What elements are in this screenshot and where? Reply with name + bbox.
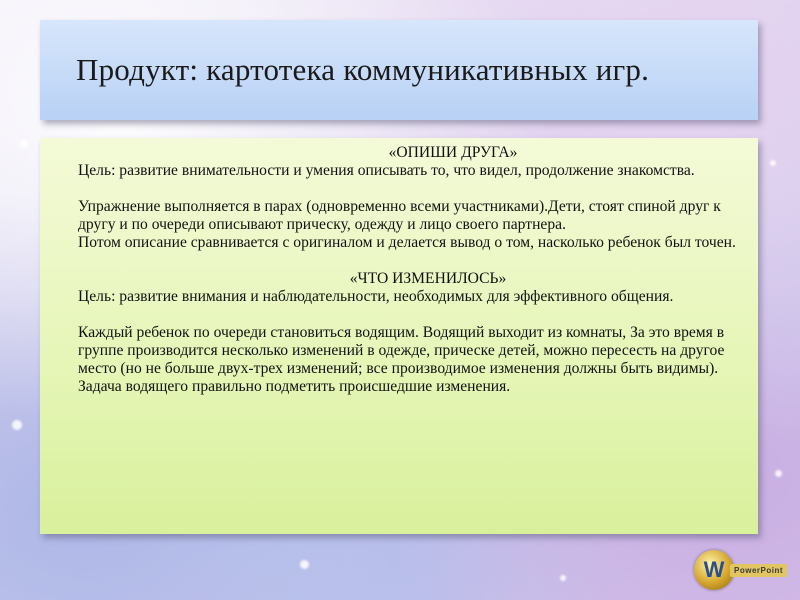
- sparkle-decoration: [300, 560, 309, 569]
- game-1-description-1: Упражнение выполняется в парах (одновременно всеми участниками).Дети, стоят спиной друг к другу и по очереди описывают прическу, одежду и лицо своего партнера.: [78, 198, 721, 233]
- game-2-goal: Цель: развитие внимания и наблюдательности, необходимых для эффективного общения.: [78, 288, 674, 305]
- slide-title-box: [40, 20, 758, 120]
- game-1-goal: Цель: развитие внимательности и умения описывать то, что видел, продолжение знакомства.: [78, 162, 695, 179]
- logo-icon: W: [694, 550, 734, 590]
- slide-title: Продукт: картотека коммуникативных игр.: [76, 52, 650, 87]
- slide-content-box: [40, 138, 758, 534]
- sparkle-decoration: [20, 140, 28, 148]
- sparkle-decoration: [775, 470, 782, 477]
- logo: [694, 548, 794, 592]
- game-1-description-2: Потом описание сравнивается с оригиналом и делается вывод о том, насколько ребенок был точен.: [78, 234, 736, 251]
- sparkle-decoration: [770, 160, 776, 166]
- game-1-heading: «ОПИШИ ДРУГА»: [388, 144, 518, 161]
- game-2-description-1: Каждый ребенок по очереди становиться водящим. Водящий выходит из комнаты, За это время в группе производится несколько изменений в одежде, прическе детей, можно пересесть на другое место (но не больше двух-трех изменений; все производимое изменения должны быть видимы). Задача водящего правильно подметить происшедшие изменения.: [78, 324, 725, 395]
- sparkle-decoration: [12, 420, 22, 430]
- game-2-heading: «ЧТО ИЗМЕНИЛОСЬ»: [349, 270, 507, 287]
- sparkle-decoration: [560, 575, 566, 581]
- logo-text: PowerPoint: [730, 564, 787, 577]
